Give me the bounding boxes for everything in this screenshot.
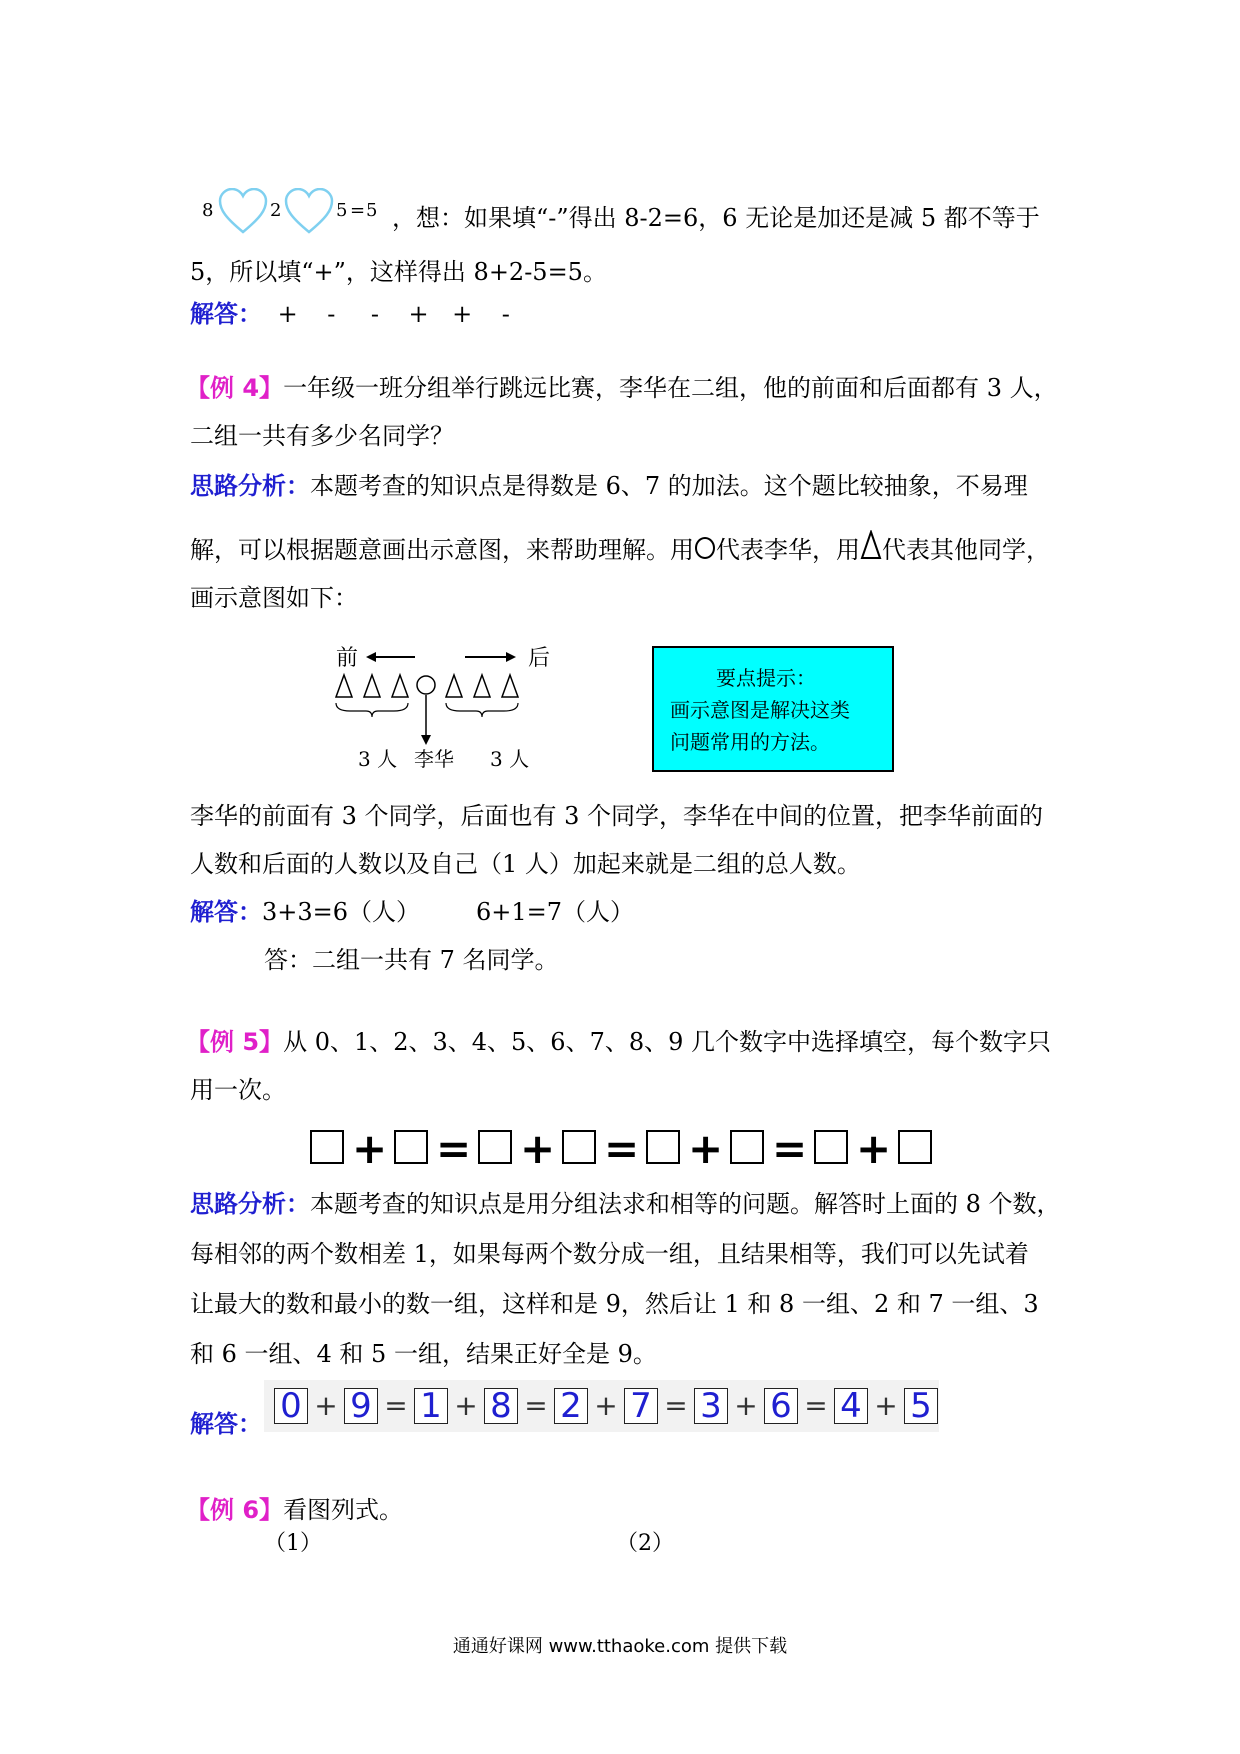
calc-1: 3+3=6（人） xyxy=(262,898,421,926)
analysis-text: 本题考查的知识点是用分组法求和相等的问题。解答时上面的 8 个数， xyxy=(310,1190,1061,1218)
answer-op: = xyxy=(804,1389,828,1422)
answer-label: 解答： xyxy=(190,898,262,926)
ex5-analysis-line1 xyxy=(190,1188,1061,1220)
question-text: 一年级一班分组举行跳远比赛，李华在二组，他的前面和后面都有 3 人， xyxy=(283,374,1058,402)
analysis-text: 解，可以根据题意画出示意图，来帮助理解。用 xyxy=(190,536,694,564)
tip-title: 要点提示： xyxy=(716,666,816,690)
hearts-n2: 2 xyxy=(270,200,282,221)
answer-op: = xyxy=(664,1389,688,1422)
page-footer: 通通好课网 www.tthaoke.com 提供下载 xyxy=(452,1636,788,1657)
hearts-n1: 8 xyxy=(202,200,214,221)
plus-sign: + xyxy=(352,1124,388,1173)
ex3-line2: 5，所以填“+”，这样得出 8+2-5=5。 xyxy=(190,258,607,286)
hearts-n3: 5 xyxy=(336,200,348,221)
blank-box-8[interactable] xyxy=(898,1130,932,1164)
left-count: 3 人 xyxy=(358,747,398,771)
ex5-analysis-line2: 每相邻的两个数相差 1，如果每两个数分成一组，且结果相等，我们可以先试着 xyxy=(190,1240,1029,1268)
op: + xyxy=(408,300,429,328)
ex5-question-line2: 用一次。 xyxy=(190,1076,286,1104)
op: - xyxy=(501,300,510,328)
answer-digit: 4 xyxy=(834,1388,868,1424)
answer-digit: 8 xyxy=(484,1388,518,1424)
blank-box-4[interactable] xyxy=(562,1130,596,1164)
calc-2: 6+1=7（人） xyxy=(476,898,635,926)
ex6-part1: （1） xyxy=(264,1531,322,1556)
answer-ops xyxy=(270,300,524,328)
analysis-text: 代表其他同学， xyxy=(882,536,1050,564)
example-tag: 【例 5】 xyxy=(186,1028,284,1056)
ex3-line1: ，想：如果填“-”得出 8-2=6，6 无论是加还是减 5 都不等于 xyxy=(392,204,1040,232)
blank-equation xyxy=(310,1124,930,1173)
answer-digit: 1 xyxy=(414,1388,448,1424)
op: - xyxy=(327,300,336,328)
ex4-analysis-line1 xyxy=(190,470,1028,502)
ex4-question-line2: 二组一共有多少名同学？ xyxy=(190,422,454,450)
ex6-part2: （2） xyxy=(616,1531,674,1556)
tip-box xyxy=(652,646,894,772)
hearts-res: 5 xyxy=(366,200,378,221)
answer-label: 解答： xyxy=(190,300,262,328)
analysis-label: 思路分析： xyxy=(190,1190,310,1218)
answer-digit: 6 xyxy=(764,1388,798,1424)
answer-digit: 5 xyxy=(904,1388,938,1424)
ex4-explain-line1: 李华的前面有 3 个同学，后面也有 3 个同学，李华在中间的位置，把李华前面的 xyxy=(190,802,1044,830)
answer-op: + xyxy=(314,1389,338,1422)
ex5-answer-label xyxy=(190,1408,262,1440)
ex4-answer xyxy=(190,896,634,928)
example-tag: 【例 6】 xyxy=(186,1496,284,1524)
blank-box-1[interactable] xyxy=(310,1130,344,1164)
answer-digit: 0 xyxy=(274,1388,308,1424)
answer-op: + xyxy=(734,1389,758,1422)
equals-sign: = xyxy=(604,1124,640,1173)
answer-digit: 2 xyxy=(554,1388,588,1424)
equals-sign: = xyxy=(772,1124,808,1173)
hearts-expression xyxy=(196,188,396,238)
question-text: 从 0、1、2、3、4、5、6、7、8、9 几个数字中选择填空，每个数字只 xyxy=(283,1028,1052,1056)
ex4-question-line1 xyxy=(186,372,1058,404)
plus-sign: + xyxy=(856,1124,892,1173)
circle-icon xyxy=(694,536,716,560)
triangle-icon xyxy=(860,530,882,560)
ex4-final-answer: 答：二组一共有 7 名同学。 xyxy=(264,946,559,974)
analysis-text: 代表李华，用 xyxy=(716,536,860,564)
answer-op: = xyxy=(384,1389,408,1422)
tip-line1: 画示意图是解决这类 xyxy=(670,698,850,722)
queue-diagram xyxy=(330,635,570,775)
blank-box-3[interactable] xyxy=(478,1130,512,1164)
ex5-analysis-line4: 和 6 一组、4 和 5 一组，结果正好全是 9。 xyxy=(190,1340,657,1368)
op: + xyxy=(452,300,473,328)
answer-op: + xyxy=(874,1389,898,1422)
ex4-analysis-line3: 画示意图如下： xyxy=(190,584,358,612)
heart-icon xyxy=(218,188,268,234)
blank-box-7[interactable] xyxy=(814,1130,848,1164)
answer-op: + xyxy=(594,1389,618,1422)
heart-icon xyxy=(284,188,334,234)
answer-op: = xyxy=(524,1389,548,1422)
plus-sign: + xyxy=(520,1124,556,1173)
analysis-text: 本题考查的知识点是得数是 6、7 的加法。这个题比较抽象，不易理 xyxy=(310,472,1028,500)
answer-digit: 3 xyxy=(694,1388,728,1424)
tip-line2: 问题常用的方法。 xyxy=(670,730,830,754)
example-tag: 【例 4】 xyxy=(186,374,284,402)
answer-op: + xyxy=(454,1389,478,1422)
hearts-eq: = xyxy=(350,200,366,221)
ex4-analysis-line2 xyxy=(190,530,1050,566)
answer-digit: 9 xyxy=(344,1388,378,1424)
question-text: 看图列式。 xyxy=(283,1496,404,1524)
blank-box-6[interactable] xyxy=(730,1130,764,1164)
blank-box-2[interactable] xyxy=(394,1130,428,1164)
right-count: 3 人 xyxy=(490,747,530,771)
answer-equation xyxy=(264,1380,939,1432)
ex4-explain-line2: 人数和后面的人数以及自己（1 人）加起来就是二组的总人数。 xyxy=(190,850,861,878)
answer-label: 解答： xyxy=(190,1410,262,1438)
ex5-question-line1 xyxy=(186,1026,1051,1058)
answer-digit: 7 xyxy=(624,1388,658,1424)
front-label: 前 xyxy=(336,646,359,671)
op: + xyxy=(277,300,298,328)
ex5-analysis-line3: 让最大的数和最小的数一组，这样和是 9，然后让 1 和 8 一组、2 和 7 一组、3 xyxy=(190,1290,1039,1318)
equals-sign: = xyxy=(436,1124,472,1173)
ex3-answer xyxy=(190,298,524,330)
ex6-question xyxy=(186,1494,403,1526)
center-name: 李华 xyxy=(414,747,454,771)
back-label: 后 xyxy=(528,646,551,671)
plus-sign: + xyxy=(688,1124,724,1173)
analysis-label: 思路分析： xyxy=(190,472,310,500)
blank-box-5[interactable] xyxy=(646,1130,680,1164)
op: - xyxy=(370,300,379,328)
